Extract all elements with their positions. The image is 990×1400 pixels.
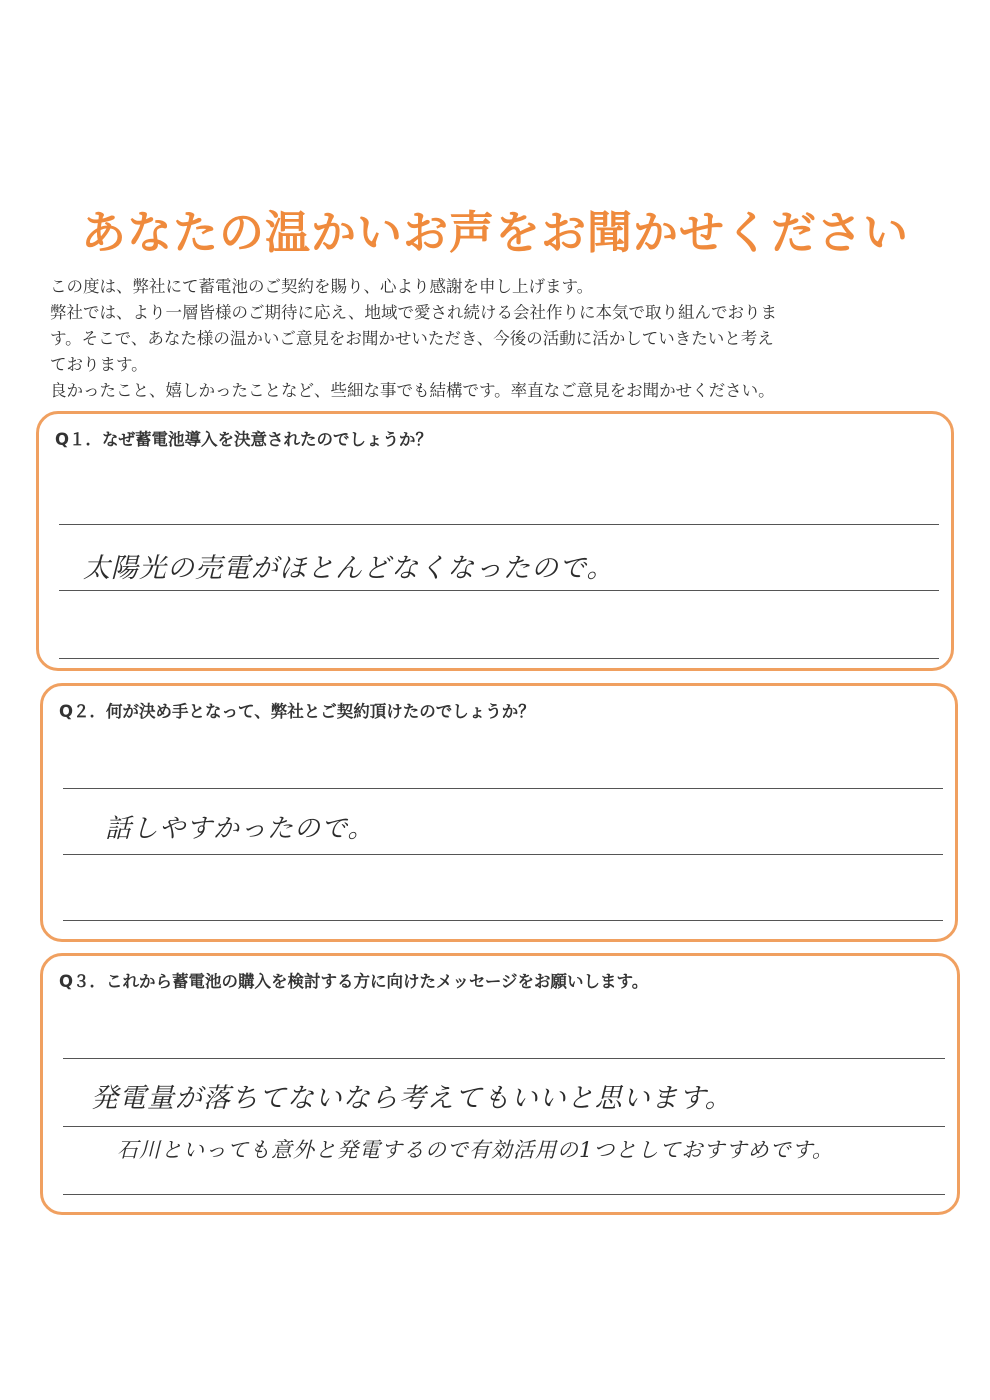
intro-line: 良かったこと、嬉しかったことなど、些細な事でも結構です。率直なご意見をお聞かせください。 bbox=[50, 381, 775, 400]
question-label-3: Q３．これから蓄電池の購入を検討する方に向けたメッセージをお願いします。 bbox=[59, 972, 649, 991]
answer-line bbox=[59, 524, 939, 525]
answer-line bbox=[63, 854, 943, 855]
handwritten-answer-3b: 石川といっても意外と発電するので有効活用の1つとしておすすめです。 bbox=[117, 1138, 834, 1162]
question-label-2: Q２．何が決め手となって、弊社とご契約頂けたのでしょうか？ bbox=[59, 702, 535, 721]
intro-line: ております。 bbox=[50, 355, 148, 374]
answer-line bbox=[59, 590, 939, 591]
question-box-1 bbox=[36, 411, 954, 671]
handwritten-answer-2: 話しやすかったので。 bbox=[105, 814, 375, 844]
handwritten-answer-3a: 発電量が落ちてないなら考えてもいいと思います。 bbox=[91, 1083, 733, 1114]
intro-text bbox=[50, 274, 955, 404]
answer-line bbox=[63, 788, 943, 789]
page-title: あなたの温かいお声をお聞かせください bbox=[80, 206, 909, 259]
intro-line: この度は、弊社にて蓄電池のご契約を賜り、心より感謝を申し上げます。 bbox=[50, 277, 594, 296]
question-label-1: Q１．なぜ蓄電池導入を決意されたのでしょうか？ bbox=[55, 430, 433, 449]
intro-line: す。そこで、あなた様の温かいご意見をお聞かせいただき、今後の活動に活かしていきたいと考え bbox=[50, 329, 774, 348]
answer-line bbox=[63, 1126, 945, 1127]
intro-line: 弊社では、より一層皆様のご期待に応え、地域で愛され続ける会社作りに本気で取り組んでおりま bbox=[50, 303, 777, 322]
handwritten-answer-1: 太陽光の売電がほとんどなくなったので。 bbox=[83, 553, 615, 584]
answer-line bbox=[63, 920, 943, 921]
question-box-2 bbox=[40, 683, 958, 942]
question-box-3 bbox=[40, 953, 960, 1215]
answer-line bbox=[63, 1058, 945, 1059]
answer-line bbox=[63, 1194, 945, 1195]
answer-line bbox=[59, 658, 939, 659]
